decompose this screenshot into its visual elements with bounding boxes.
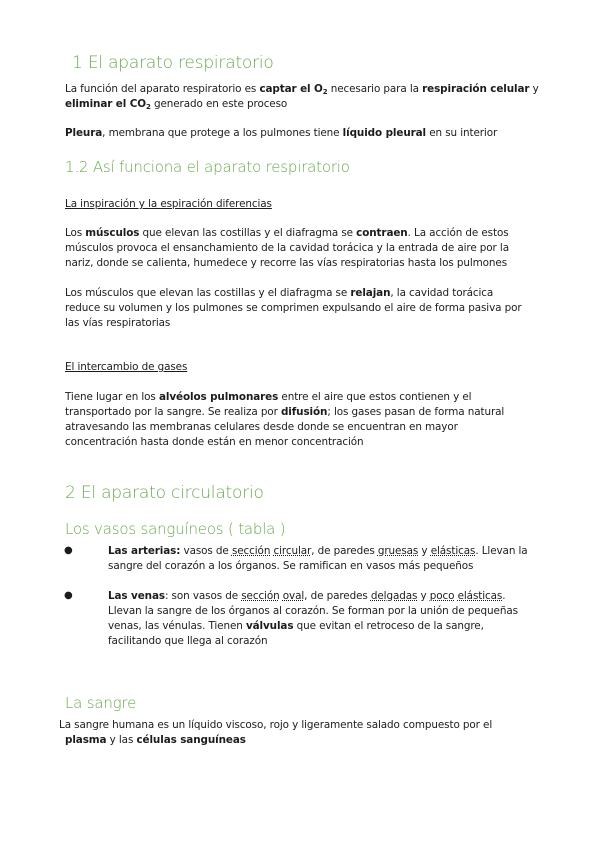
paragraph-line: facilitando que llega al corazón — [108, 635, 268, 647]
blood-title: La sangre — [65, 694, 137, 712]
veins-item — [108, 589, 548, 649]
arteries-item — [108, 544, 548, 574]
gas-exchange-paragraph — [65, 390, 545, 450]
paragraph-line: atravesando las membranas celulares desde donde se encuentran en mayor — [65, 421, 458, 433]
paragraph-line: concentración hasta donde están en menor concentración — [65, 436, 364, 448]
section-1-title: 1 El aparato respiratorio — [72, 53, 274, 73]
paragraph-line: La función del aparato respiratorio es captar el $O_2$ necesario para la respiración celular y — [65, 83, 539, 96]
paragraph-line: reduce su volumen y los pulmones se comprimen expulsando el aire de forma pasiva por — [65, 302, 522, 314]
paragraph-line: Tiene lugar en los alvéolos pulmonares entre el aire que estos contienen y el — [65, 391, 472, 403]
paragraph-line: sangre del corazón a los órganos. Se ramifican en vasos más pequeños — [108, 560, 474, 572]
paragraph-line: nariz, donde se calienta, humedece y recorre las vías respiratorias hasta los pulmones — [65, 257, 508, 269]
bullet-icon: ● — [64, 590, 73, 601]
paragraph-line: Los músculos que elevan las costillas y el diafragma se contraen. La acción de estos — [65, 227, 509, 239]
inspiration-subheading: La inspiración y la espiración diferencias — [65, 198, 272, 210]
paragraph-line: músculos provoca el ensanchamiento de la cavidad torácica y la entrada de aire por la — [65, 242, 509, 254]
paragraph-line: Los músculos que elevan las costillas y el diafragma se relajan, la cavidad torácica — [65, 287, 494, 299]
expiration-paragraph — [65, 286, 545, 331]
paragraph-line: eliminar el $CO_2$ generado en este proceso — [65, 98, 288, 111]
gas-exchange-subheading: El intercambio de gases — [65, 361, 188, 373]
section-1-2-title: 1.2 Así funciona el aparato respiratorio — [65, 158, 350, 176]
inspiration-paragraph — [65, 226, 545, 271]
paragraph-line: plasma y las células sanguíneas — [65, 734, 246, 746]
paragraph-line: venas, las vénulas. Tienen válvulas que evitan el retroceso de la sangre, — [108, 620, 484, 632]
paragraph-line: transportado por la sangre. Se realiza por difusión; los gases pasan de forma natural — [65, 406, 505, 418]
paragraph-line: La sangre humana es un líquido viscoso, rojo y ligeramente salado compuesto por el — [59, 719, 493, 731]
paragraph-line: Las arterias: vasos de sección circular, de paredes gruesas y elásticas. Llevan la — [108, 545, 528, 557]
pleura-paragraph: Pleura, membrana que protege a los pulmones tiene líquido pleural en su interior — [65, 127, 498, 139]
respiratory-function-paragraph — [65, 82, 545, 112]
blood-vessels-title: Los vasos sanguíneos ( tabla ) — [65, 520, 286, 538]
paragraph-line: Llevan la sangre de los órganos al corazón. Se forman por la unión de pequeñas — [108, 605, 518, 617]
paragraph-line: las vías respiratorias — [65, 317, 171, 329]
paragraph-line: Las venas: son vasos de sección oval, de paredes delgadas y poco elásticas. — [108, 590, 506, 602]
bullet-icon: ● — [64, 545, 73, 556]
section-2-title: 2 El aparato circulatorio — [65, 483, 264, 503]
blood-paragraph — [59, 718, 549, 748]
